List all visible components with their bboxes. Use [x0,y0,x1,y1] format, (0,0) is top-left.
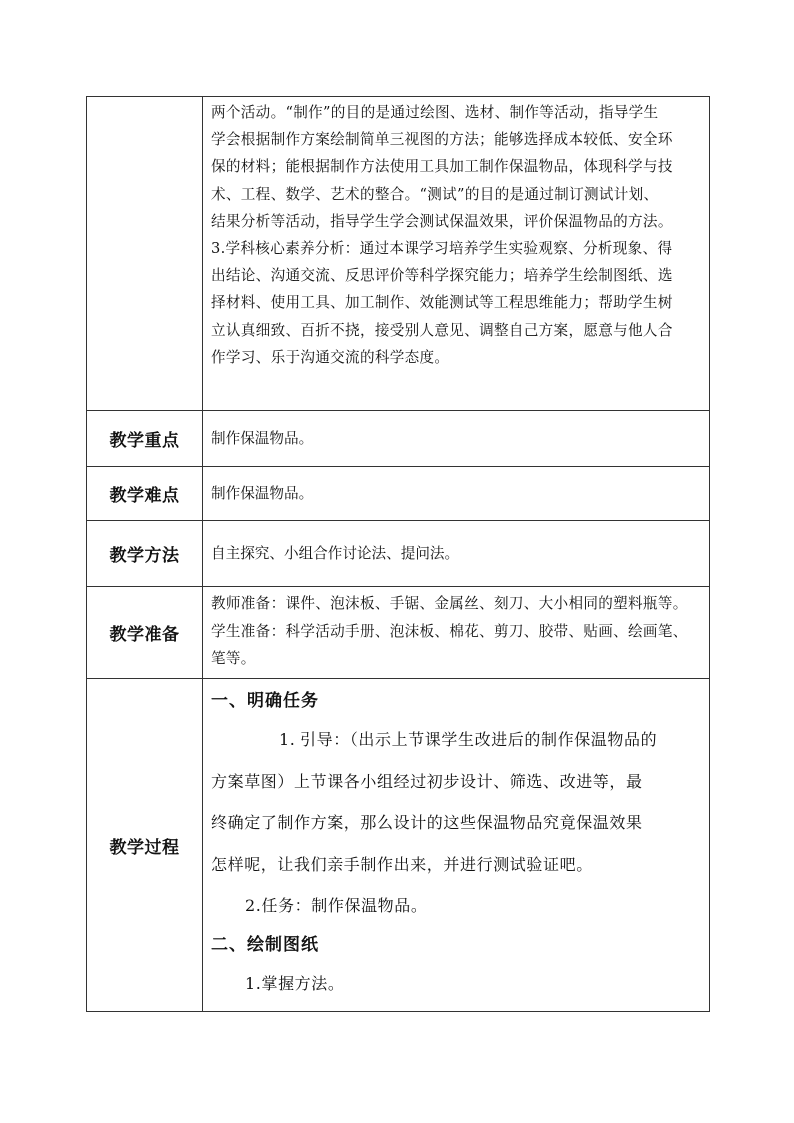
process-content [203,679,710,1012]
difficulty-value: 制作保温物品。 [203,467,710,521]
intro-line: 作学习、乐于沟通交流的科学态度。 [211,348,450,366]
list-number: 1. [279,730,296,749]
intro-line: 立认真细致、百折不挠，接受别人意见、调整自己方案，愿意与他人合 [211,321,673,339]
key-point-value: 制作保温物品。 [203,411,710,467]
process-paragraph [211,719,703,761]
intro-line: 保的材料；能根据制作方法使用工具加工制作保温物品，体现科学与技 [211,158,673,176]
preparation-row [87,587,710,679]
method-row [87,521,710,587]
difficulty-label: 教学难点 [87,467,203,521]
preparation-line: 教师准备：课件、泡沫板、手锯、金属丝、刻刀、大小相同的塑料瓶等。 [211,595,688,612]
method-label: 教学方法 [87,521,203,587]
paragraph-line: 引导：（出示上节课学生改进后的制作保温物品的 [300,730,658,749]
section-heading: 一、明确任务 [211,691,319,711]
paragraph-line: 方案草图）上节课各小组经过初步设计、筛选、改进等，最 [211,771,643,791]
key-point-label: 教学重点 [87,411,203,467]
preparation-label: 教学准备 [87,587,203,679]
intro-line: 择材料、使用工具、加工制作、效能测试等工程思维能力；帮助学生树 [211,294,673,312]
intro-label-cell [87,97,203,411]
intro-line: 出结论、沟通交流、反思评价等科学探究能力；培养学生绘制图纸、选 [211,267,673,285]
intro-line: 3.学科核心素养分析：通过本课学习培养学生实验观察、分析现象、得 [211,240,673,258]
paragraph-line: 终确定了制作方案，那么设计的这些保温物品究竟保温效果 [211,813,643,832]
intro-row [87,97,710,411]
paragraph-line: 怎样呢，让我们亲手制作出来，并进行测试验证吧。 [211,854,593,874]
key-point-row [87,411,710,467]
preparation-value [203,587,710,679]
process-step: 1.掌握方法。 [245,973,345,993]
section-heading: 二、绘制图纸 [211,934,319,955]
process-task: 2.任务：制作保温物品。 [245,896,428,915]
intro-line: 学会根据制作方案绘制简单三视图的方法；能够选择成本较低、安全环 [211,131,673,149]
intro-line: 两个活动。“制作”的目的是通过绘图、选材、制作等活动，指导学生 [211,104,659,121]
preparation-line: 学生准备：科学活动手册、泡沫板、棉花、剪刀、胶带、贴画、绘画笔、 [211,622,688,640]
intro-text-cell [203,97,710,411]
preparation-line: 笔等。 [211,650,256,667]
lesson-plan-table [86,96,709,1012]
process-row [87,679,710,1012]
intro-line: 术、工程、数学、艺术的整合。“测试”的目的是通过制订测试计划、 [211,185,659,203]
method-value: 自主探究、小组合作讨论法、提问法。 [203,521,710,587]
difficulty-row [87,467,710,521]
intro-line: 结果分析等活动，指导学生学会测试保温效果，评价保温物品的方法。 [211,212,673,230]
process-label: 教学过程 [87,679,203,1012]
